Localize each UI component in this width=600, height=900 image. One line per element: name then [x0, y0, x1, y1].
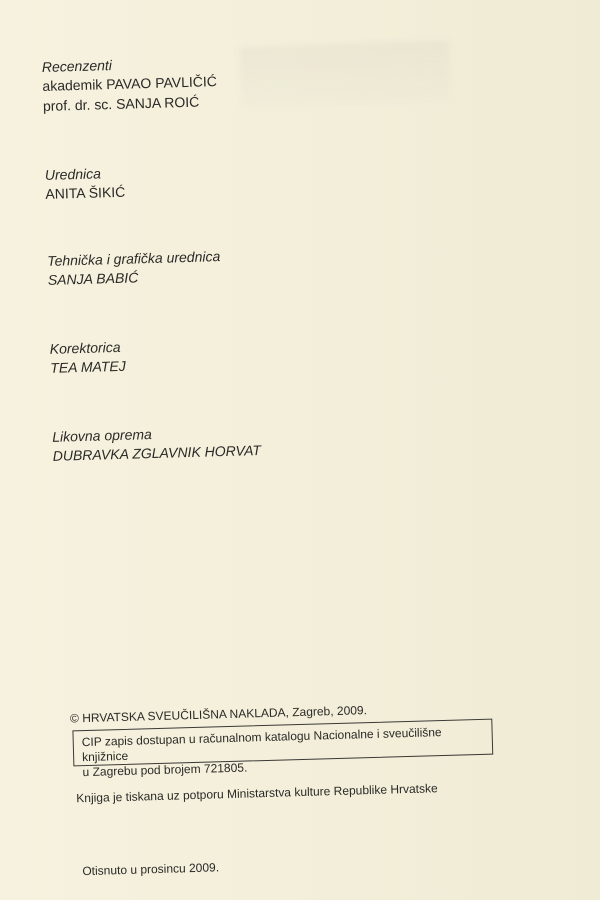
- copyright-text: © HRVATSKA SVEUČILIŠNA NAKLADA, Zagreb, 2009.: [69, 703, 368, 726]
- technical-editor-name: SANJA BABIĆ: [47, 269, 139, 288]
- art-design-section: [52, 422, 261, 466]
- proofreader-section: [49, 338, 125, 378]
- editor-label: Urednica: [44, 165, 102, 183]
- cip-line-1: CIP zapis dostupan u računalnom katalogu Nacionalne i sveučilišne knjižnice: [81, 725, 442, 765]
- support-note-text: Knjiga je tiskana uz potporu Ministarstva kulture Republike Hrvatske: [76, 781, 438, 806]
- proofreader-name: TEA MATEJ: [50, 357, 126, 376]
- imprint-content: [40, 0, 585, 900]
- cip-record-box: [72, 719, 493, 780]
- reviewers-label: Recenzenti: [41, 57, 113, 75]
- printed-date-text: Otisnuto u prosincu 2009.: [82, 860, 220, 879]
- editor-section: [45, 164, 126, 204]
- technical-editor-section: [47, 247, 221, 290]
- cip-line-2: u Zagrebu pod brojem 721805.: [82, 760, 248, 780]
- reviewers-section: [42, 53, 218, 116]
- cip-record-frame: [72, 719, 493, 780]
- editor-name: ANITA ŠIKIĆ: [45, 183, 126, 202]
- proofreader-label: Korektorica: [49, 338, 121, 357]
- technical-editor-label: Tehnička i grafička urednica: [47, 248, 221, 269]
- printed-date-section: [82, 859, 219, 879]
- support-note-section: [76, 780, 438, 806]
- reviewer-name-1: akademik PAVAO PAVLIČIĆ: [42, 73, 218, 94]
- art-design-name: DUBRAVKA ZGLAVNIK HORVAT: [52, 442, 262, 464]
- reviewer-name-2: prof. dr. sc. SANJA ROIĆ: [42, 93, 200, 114]
- art-design-label: Likovna oprema: [51, 426, 153, 445]
